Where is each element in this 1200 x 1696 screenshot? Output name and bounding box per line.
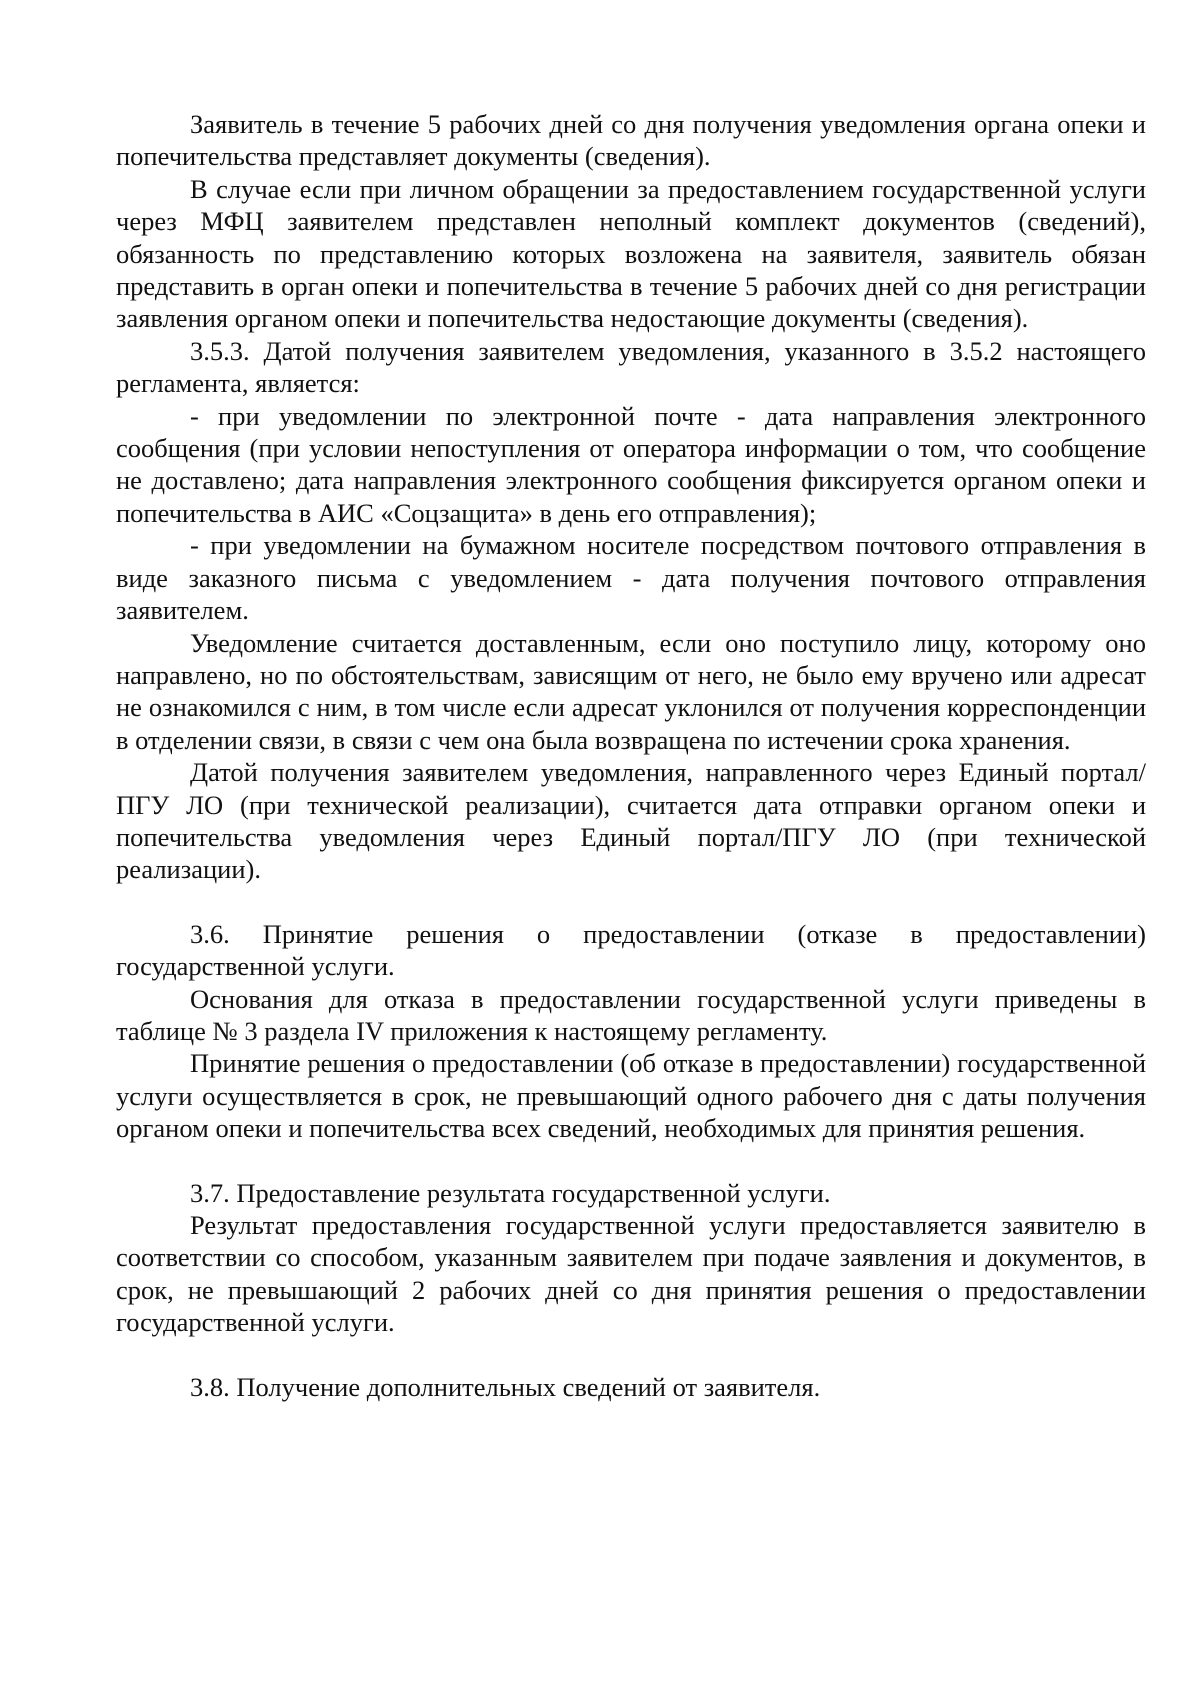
section-gap [116,1145,1146,1177]
paragraph-email-notice: - при уведомлении по электронной почте - дата направления электронного сообщения (при условии непоступления от оператора информации о том, что сообщение не доставлено; дата направления электронного сообщения фиксируется органом опеки и попечительства в АИС «Соцзащита» в день его отправления); [116,400,1146,528]
paragraph-paper-notice: - при уведомлении на бумажном носителе посредством почтового отправления в виде заказного письма с уведомлением - дата получения почтового отправления заявителем. [116,530,1146,626]
paragraph-portal-notice: Датой получения заявителем уведомления, направленного через Единый портал/ПГУ ЛО (при технической реализации), считается дата отправки органом опеки и попечительства уведомления через Единый портал/ПГУ ЛО (при технической реализации). [116,757,1146,885]
section-gap [116,1339,1146,1371]
heading-3-6: 3.6. Принятие решения о предоставлении (отказе в предоставлении) государственной услуги. [116,918,1146,982]
paragraph-notice-delivered: Уведомление считается доставленным, если оно поступило лицу, которому оно направлено, но по обстоятельствам, зависящим от него, не было ему вручено или адресат не ознакомился с ним, в том числе если адресат уклонился от получения корреспонденции в отделении связи, в связи с чем она была возвращена по истечении срока хранения. [116,627,1146,755]
heading-3-8: 3.8. Получение дополнительных сведений от заявителя. [190,1371,821,1402]
paragraph-applicant-submits: Заявитель в течение 5 рабочих дней со дня получения уведомления органа опеки и попечительства представляет документы (сведения). [116,109,1146,172]
paragraph-incomplete-set: В случае если при личном обращении за предоставлением государственной услуги через МФЦ заявителем представлен неполный комплект документов (сведений), обязанность по представлению которых возложена на заявителя, заявитель обязан представить в орган опеки и попечительства в течение 5 рабочих дней со дня регистрации заявления органом опеки и попечительства недостающие документы (сведения). [116,173,1146,334]
section-gap [116,886,1146,918]
paragraph-3-5-3: 3.5.3. Датой получения заявителем уведомления, указанного в 3.5.2 настоящего регламента, является: [116,335,1146,399]
paragraph-refusal-grounds: Основания для отказа в предоставлении государственной услуги приведены в таблице № 3 раздела IV приложения к настоящему регламенту. [116,983,1146,1046]
paragraph-result-delivery: Результат предоставления государственной услуги предоставляется заявителю в соответствии со способом, указанным заявителем при подаче заявления и документов, в срок, не превышающий 2 рабочих дней со дня принятия решения о предоставлении государственной услуги. [116,1210,1146,1338]
heading-3-7: 3.7. Предоставление результата государственной услуги. [190,1177,831,1208]
paragraph-decision-term: Принятие решения о предоставлении (об отказе в предоставлении) государственной услуги осуществляется в срок, не превышающий одного рабочего дня с даты получения органом опеки и попечительства всех сведений, необходимых для принятия решения. [116,1048,1146,1144]
